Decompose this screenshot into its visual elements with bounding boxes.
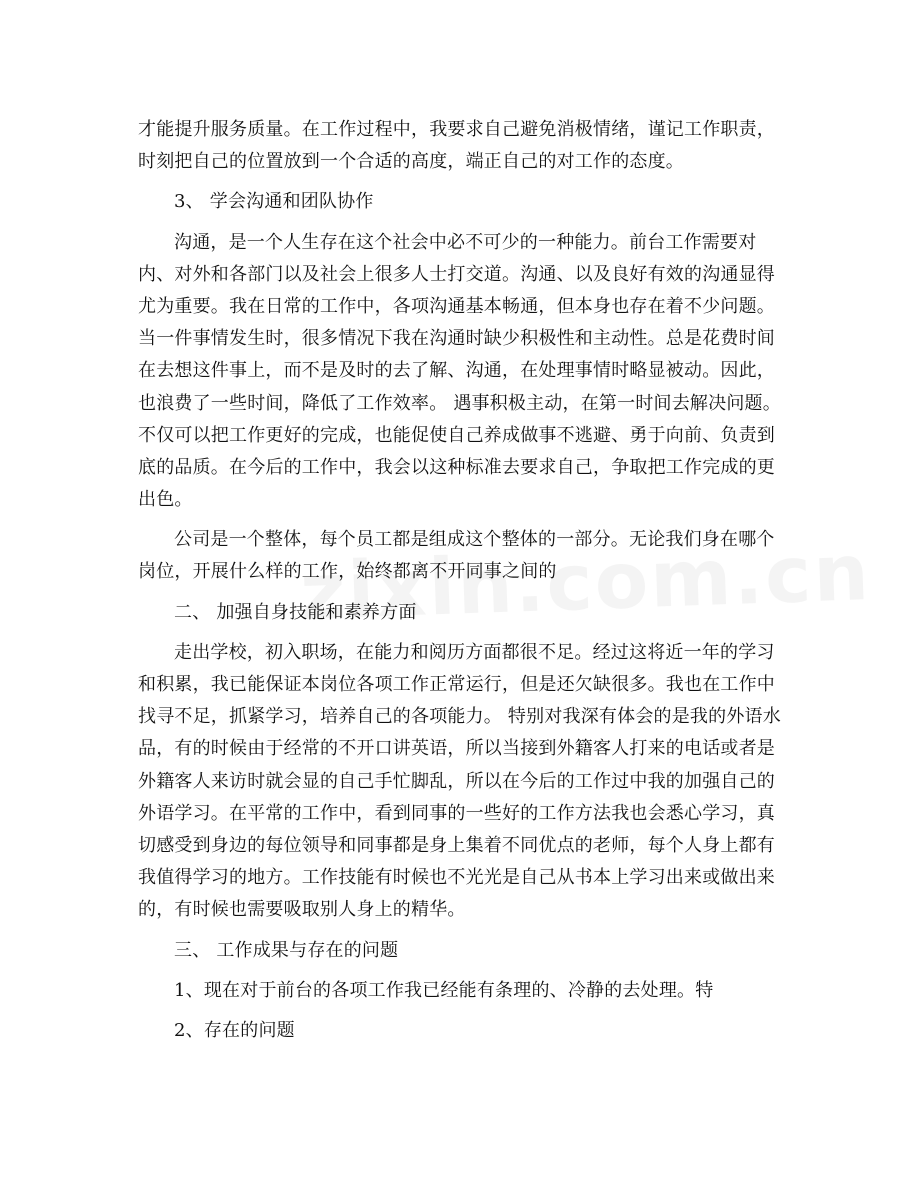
text-line: 我值得学习的地方。工作技能有时候也不光光是自己从书本上学习出来或做出来 xyxy=(138,867,775,889)
text-line: 找寻不足，抓紧学习，培养自己的各项能力。 特别对我深有体会的是我的外语水 xyxy=(138,706,781,728)
text-line: 底的品质。在今后的工作中，我会以这种标准去要求自己，争取把工作完成的更 xyxy=(138,456,775,478)
text-line: 沟通，是一个人生存在这个社会中必不可少的一种能力。前台工作需要对 xyxy=(174,231,757,253)
text-line: 不仅可以把工作更好的完成，也能促使自己养成做事不逃避、勇于向前、负责到 xyxy=(138,424,775,446)
paragraph-spacer xyxy=(138,629,788,637)
section-heading xyxy=(138,597,788,629)
text-line: 出色。 xyxy=(138,489,193,511)
text-line: 和积累，我已能保证本岗位各项工作正常运行，但是还欠缺很多。我也在工作中 xyxy=(138,674,775,695)
text-line: 也浪费了一些时间，降低了工作效率。 遇事积极主动，在第一时间去解决问题。 xyxy=(138,392,781,414)
document-body xyxy=(138,114,788,1047)
paragraph-spacer xyxy=(138,178,788,186)
text-line: 才能提升服务质量。在工作过程中，我要求自己避免消极情绪，谨记工作职责， xyxy=(138,119,775,140)
text-line: 二、 加强自身技能和素养方面 xyxy=(174,601,417,623)
text-line: 外籍客人来访时就会显的自己手忙脚乱，所以在今后的工作过中我的加强自己的 xyxy=(138,770,775,792)
text-line: 当一件事情发生时，很多情况下我在沟通时缺少积极性和主动性。总是花费时间 xyxy=(138,328,775,350)
text-line: 2、存在的问题 xyxy=(174,1019,295,1041)
paragraph-spacer xyxy=(138,516,788,524)
section-heading xyxy=(138,935,788,967)
text-line: 外语学习。在平常的工作中，看到同事的一些好的工作方法我也会悉心学习，真 xyxy=(138,802,775,824)
text-line: 尤为重要。我在日常的工作中，各项沟通基本畅通，但本身也存在着不少问题。 xyxy=(138,295,775,317)
text-line: 在去想这件事上，而不是及时的去了解、沟通，在处理事情时略显被动。因此， xyxy=(138,360,775,382)
text-line: 内、对外和各部门以及社会上很多人士打交道。沟通、以及良好有效的沟通显得 xyxy=(138,263,775,285)
paragraph xyxy=(138,1015,788,1047)
paragraph xyxy=(138,637,788,927)
text-line: 三、 工作成果与存在的问题 xyxy=(174,939,399,961)
text-line: 品，有的时候由于经常的不开口讲英语，所以当接到外籍客人打来的电话或者是 xyxy=(138,738,775,760)
paragraph-spacer xyxy=(138,1007,788,1015)
paragraph xyxy=(138,227,788,517)
text-line: 1、现在对于前台的各项工作我已经能有条理的、冷静的去处理。特 xyxy=(174,979,714,1001)
text-line: 切感受到身边的每位领导和同事都是身上集着不同优点的老师，每个人身上都有 xyxy=(138,834,775,856)
paragraph xyxy=(138,975,788,1007)
paragraph-spacer xyxy=(138,219,788,227)
paragraph-spacer xyxy=(138,589,788,597)
text-line: 走出学校，初入职场，在能力和阅历方面都很不足。经过这将近一年的学习 xyxy=(174,641,775,663)
paragraph xyxy=(138,524,788,588)
paragraph-spacer xyxy=(138,967,788,975)
text-line: 时刻把自己的位置放到一个合适的高度，端正自己的对工作的态度。 xyxy=(138,151,684,173)
text-line: 3、 学会沟通和团队协作 xyxy=(174,191,374,213)
text-line: 公司是一个整体，每个员工都是组成这个整体的一部分。无论我们身在哪个 xyxy=(174,529,775,551)
paragraph-spacer xyxy=(138,927,788,935)
paragraph xyxy=(138,114,788,178)
text-line: 的，有时候也需要吸取别人身上的精华。 xyxy=(138,899,466,921)
text-line: 岗位，开展什么样的工作，始终都离不开同事之间的 xyxy=(138,561,557,583)
section-heading xyxy=(138,186,788,218)
